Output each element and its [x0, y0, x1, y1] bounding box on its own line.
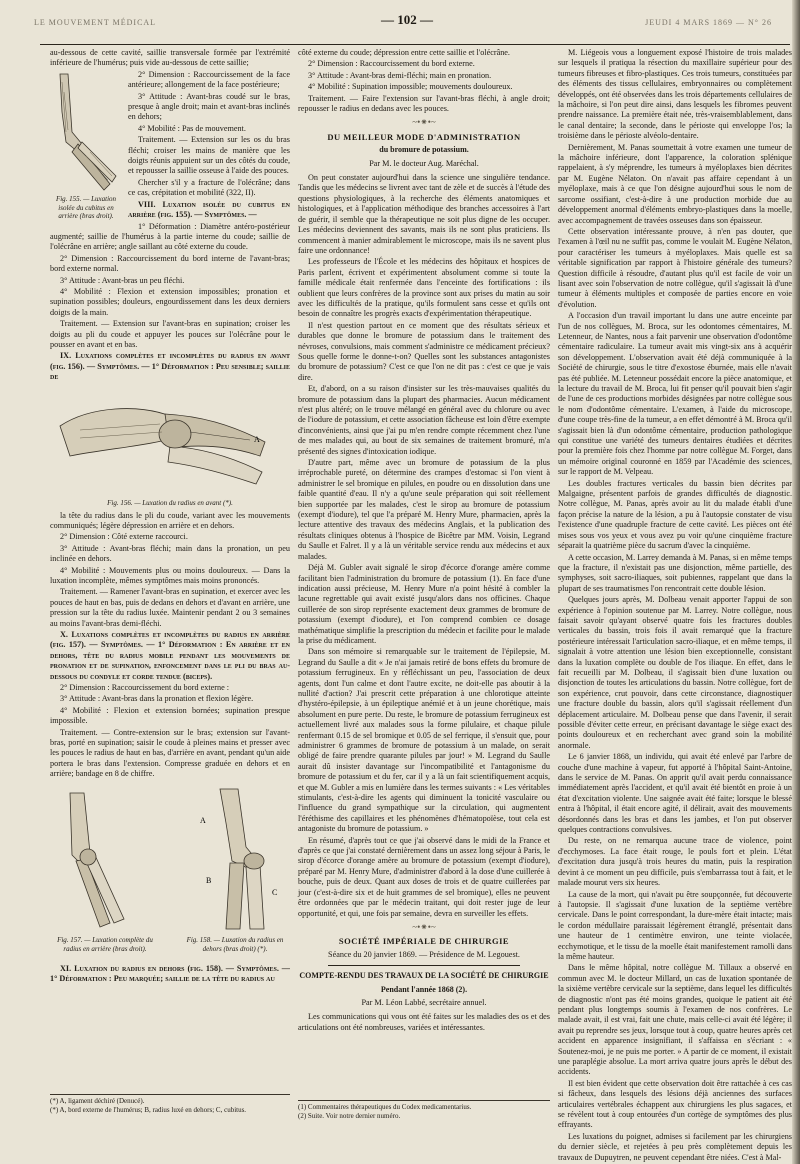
paragraph: Il n'est question partout en ce moment que des résultats sérieux et durables que donne le bromure de potassium dans le traitement des névroses, convulsions, mais comment s'administre ce médicament précieux? Sous quelle forme le donne-t-on? Quelles sont les substances antagonistes du bromure de potassium? C'est ce que l'on ne dit pas : c'est ce que je vais dire.: [298, 320, 550, 382]
radius-luxation-illustrations: [50, 783, 290, 933]
section-heading: XI. Luxation du radius en dehors (fig. 158). — Symptômes. — 1° Déformation : Peu marquée; saillie de la tête du radius au: [50, 963, 290, 984]
report-author: Par M. Léon Labbé, secrétaire annuel.: [361, 997, 487, 1007]
figure-155-caption: Fig. 155. — Luxation isolée du cubitus en arrière (bras droit).: [55, 195, 117, 221]
figure-158-label-b: B: [206, 875, 212, 885]
report-year: Pendant l'année 1868 (2).: [380, 984, 468, 994]
paragraph: 4° Mobilité : Pas de mouvement.: [138, 123, 246, 133]
page-number: — 102 —: [381, 12, 433, 27]
paragraph: 4° Mobilité : Flexion et extension bornées; supination presque impossible.: [50, 705, 290, 726]
figure-158-caption: Fig. 158. — Luxation du radius en dehors (bras droit) (*).: [186, 936, 284, 953]
society-session: Séance du 20 janvier 1869. — Présidence de M. Legouest.: [328, 949, 520, 959]
paragraph: M. Liégeois vous a longuement exposé l'histoire de trois malades sur lesquels il pratiqua la résection du maxillaire supérieur pour des tumeurs fibreuses et fibro-plastiques. Ces trois tumeurs, constituées par des éléments des tissus cellulaires, embryonnaires ou complètement développés, ont été observées dans les trois départements cellulaires de la mâchoire, si l'on peut dire ainsi, dans lesquels les fibromes peuvent prendre naissance. La première était née, très-vraisemblablement, dans le canal dentaire; la seconde, dans le périoste qui enveloppe l'os; la troisième dans le périoste alvéolo-dentaire.: [558, 48, 792, 141]
header-rule: [40, 44, 790, 45]
paragraph: Traitement. — Extension sur les os du bras fléchi; croiser les mains de manière que les doigts réunis appuient sur un des côtés du coude, et repousser la saillie osseuse à l'aide des pouces.: [128, 135, 290, 176]
paragraph: 2° Dimension : Raccourcissement du bord externe :: [60, 683, 230, 692]
paragraph: Traitement. — Ramener l'avant-bras en supination, et exercer avec les pouces de haut en bas, puis de dedans en dehors et d'avant en arrière, une pression sur la tête du radius luxée. Maintenir pendant 2 ou 3 semaines au moins l'avant-bras demi-fléchi.: [50, 587, 290, 628]
figures-157-158: [50, 783, 290, 961]
footnotes-middle: [298, 1100, 550, 1121]
figure-158-label-c: C: [272, 887, 278, 897]
paragraph: Quelques jours après, M. Dolbeau venait apporter l'appui de son expérience à l'opinion soutenue par M. Larrey. Notre collègue, nous faisait savoir qu'ayant observé quatre fois les fractures doubles verticales du bassin, trois fois il avait remarqué que la fracture postérieure intéressait l'articulation sacro-iliaque, et en même temps, il signalait à votre attention une lésion bien exceptionnelle, consistant dans la luxation complète ou double de l'os iliaque. En effet, dans le fait recueilli par M. Dolbeau, il s'agissait bien d'une luxation ou disjonction de toutes les articulations du bassin. Notre collègue, fort de son expérience, crut pouvoir, dans cette circonstance, diagnostiquer une fracture double du bassin, alors qu'il s'agissait réellement d'un déplacement articulaire. M. Dolbeau pense que dans l'avenir, il serait possible d'éviter cette erreur, en précisant davantage le siège exact des points douloureux et en recherchant avec grand soin la mobilité anormale.: [558, 595, 792, 750]
paragraph: Traitement. — Contre-extension sur le bras; extension sur l'avant-bras, porté en supination; saisir le coude à pleines mains et presser avec les pouces le radius de haut en bas, d'arrière en avant, pendant qu'un aide portera le bras dans l'extension. Compresse graduée en dehors et en arrière; bandage en 8 de chiffre.: [50, 727, 290, 779]
figure-157-caption: Fig. 157. — Luxation complète du radius en arrière (bras droit).: [57, 936, 153, 953]
paragraph: En résumé, d'après tout ce que j'ai observé dans le midi de la France et d'après ce que j'ai constaté dernièrement dans un assez long séjour à Paris, le sirop d'écorce d'orange amère au bromure de potassium (exempt d'iodure), préparé par M. Henry Mure, d'administrer d'abord à la dose d'une cuillerée à bouche, puis de deux. Quant aux doses de trois et de quatre cuillerées par jour (c'est-à-dire six et de huit grammes de sel bromique), elles ne peuvent être ordonnées que par le médecin traitant, qui doit rester juge de leur opportunité, et qui, une fois par semaine, devra en surveiller les effets.: [298, 835, 550, 918]
paragraph: Cette observation intéressante prouve, à n'en pas douter, que l'examen à l'œil nu ne suffit pas, comme le voulait M. Eugène Nélaton, pour caractériser les tumeurs à myéloplaxes. Mais quelle est sa véritable signification par rapport à l'histoire générale des tumeurs? Question difficile à résoudre, d'autant plus qu'il est facile de voir un lisant avec soin l'observation de notre collègue, qu'il s'agissait là d'une tumeur à éléments multiples et composée de parties encore en voie d'évolution.: [558, 226, 792, 309]
paragraph: 4° Mobilité : Flexion et extension impossibles; pronation et supination possibles; douleurs, engourdissement dans les deux derniers doigts de la main.: [50, 286, 290, 317]
figure-156: [50, 386, 290, 508]
paragraph: 3° Attitude : Avant-bras dans la pronation et flexion légère.: [60, 694, 254, 704]
paragraph: 3° Attitude : Avant-bras coudé sur le bras, presque à angle droit; main et avant-bras inclinés en dehors;: [128, 91, 290, 122]
paragraph: 1° Déformation : Diamètre antéro-postérieur augmenté; saillie de l'humérus à la partie interne du coude; saillie de l'olécrâne en arrière; angle saillant au côté externe du coude.: [50, 221, 290, 252]
article-title: DU MEILLEUR MODE D'ADMINISTRATION: [327, 131, 521, 142]
footnote: (2) Suite. Voir notre dernier numéro.: [298, 1112, 401, 1120]
ornament-divider: ~•⁕•~: [412, 117, 436, 128]
paragraph: Et, d'abord, on a su raison d'insister sur les très-mauvaises qualités du bromure de potassium dans la plupart des pharmacies. Aucun médicament n'est plus altéré; on le trouve mélangé en général avec du chlorure ou avec de l'iodure de potassium, et cette association fâcheuse est loin d'être exempte d'inconvénients, ainsi que j'ai pu m'en rendre compte récemment chez l'une de mes malades qui, au bout de six semaines de traitement bromuré, m'a présenté des signes d'intoxication iodique.: [298, 384, 550, 456]
column-middle: [298, 48, 550, 1118]
paragraph: Les doubles fractures verticales du bassin bien décrites par Malgaigne, présentent parfois de grandes difficultés de diagnostic. Notre collègue, M. Panas, après avoir au lit du malade établi d'une façon précise la nature de la lésion, a pu à l'autopsie constater de visu l'existence d'une quadruple fracture de cette cavité. Les pièces ont été mises sous vos yeux et vous avez pu voir qu'une cinquième fracture séparait la quatrième pièce du sacrum d'avec la cinquième.: [558, 478, 792, 551]
paragraph: au-dessous de cette cavité, saillie transversale formée par l'extrémité inférieure de l'humérus; puis vide au-dessous de cette saillie;: [50, 48, 290, 68]
paragraph: Dernièrement, M. Panas soumettait à votre examen une tumeur de la mâchoire inférieure, dont l'apparence, la coloration splénique rappelaient, à s'y méprendre, les tumeurs à myéloplaxes bien décrites par M. Eugène Nélaton. On n'avait pas affaire cependant à un myéloplaxe, mais à ce que l'on désigne aujourd'hui sous le nom de sarcome ossifiant, c'est-à-dire à une production morbide due au développement anormal d'éléments embryo-plastiques dans la moelle, avec accompagnement de travées osseuses dans son épaisseur.: [558, 142, 792, 225]
paragraph: Du reste, on ne remarqua aucune trace de violence, point d'ecchymoses. La face était rouge, le pouls fort et plein. L'état d'excitation dura jusqu'à trois heures du matin, puis la respiration devint à ce moment un peu difficile, puis s'embarrassa tout à fait, et le malade mourut vers six heures.: [558, 836, 792, 888]
footnote: (*) A, bord externe de l'humérus; B, radius luxé en dehors; C, cubitus.: [50, 1106, 247, 1114]
paragraph: Il est bien évident que cette observation doit être rattachée à ces cas si fâcheux, dans lesquels des lésions déjà anciennes des surfaces articulaires vertébrales échappent aux chirurgiens les plus sagaces, et se révèlent tout à coup entourées d'un cortège de symptômes des plus effrayants.: [558, 1078, 792, 1130]
header-right-fragment: JEUDI 4 MARS 1869 — N° 26: [645, 18, 772, 27]
paragraph: Déjà M. Gubler avait signalé le sirop d'écorce d'orange amère comme facilitant bien l'administration du bromure de potassium (1). En face d'une indication aussi précieuse, M. Henry Mure n'a point hésité à combler la lacune regrettable qui avait existé jusqu'alors dans nos officines. Chaque cuillerée de son sirop représente exactement deux grammes de bromure de potassium (exempt d'iodure), et l'on comprend combien ce dosage mathématique simplifie la prescription du médecin et facilite pour le malade la prise du médicament.: [298, 563, 550, 645]
paragraph: 4° Mobilité : Mouvements plus ou moins douloureux. — Dans la luxation incomplète, mêmes symptômes mais moins prononcés.: [50, 565, 290, 585]
figure-156-label-a: A: [254, 434, 260, 444]
society-title: SOCIÉTÉ IMPÉRIALE DE CHIRURGIE: [338, 936, 510, 947]
binding-edge: [792, 0, 800, 1164]
section-heading: IX. Luxations complètes et incomplètes du radius en avant (fig. 156). — Symptômes. — 1° Déformation : Peu sensible; saillie de: [50, 351, 290, 382]
paragraph: 3° Attitude : Avant-bras demi-fléchi; main en pronation.: [308, 70, 492, 80]
paragraph: On peut constater aujourd'hui dans la science une singulière tendance. Tandis que les médecins se livrent avec tant de zèle et de succès à l'étude des questions physiologiques, à la recherche des éléments anatomiques et histologiques, et à l'application méthodique des branches accessoires à l'art de guérir, il semble que la thérapeutique ne soit plus digne de les occuper. Les médecins deviennent des savants, mais ils ne sont plus praticiens. Ils commencent à manier admirablement le microscope, mais ils ne savent plus faire une ordonnance!: [298, 173, 550, 255]
paragraph: Dans son mémoire si remarquable sur le traitement de l'épilepsie, M. Legrand du Saulle a dit « Je n'ai jamais retiré de bons effets du bromure de potassium ferrugineux. En y réfléchissant un peu, l'association de deux agents, dont l'un calme et dont l'autre excite, ne doit-elle pas aboutir à la nullité d'action? J'ai prescrit cette préparation à une chlorotique atteinte d'hystéro-épilepsie, à un épileptique anémié et à un jeune chorétique, mais absolument en pure perte. Du reste, le bromure de potassium ferrugineux est actuellement livré aux malades sous la forme pilulaire, et chaque pilule renfermant 0.15 de sel bromique et 0.05 de sel ferrique, il s'ensuit que, pour administrer 6 grammes de bromure de potassium à un malade, on serait obligé de faire prendre quarante pilules par jour! » M. Legrand du Saulle aurait dû insister davantage sur l'incompatibilité et l'antagonisme du bromure de potassium et du fer, car il y a là un fait scientifiquement acquis, et que M. Gubler a mis en lumière dans les termes suivants : « Les véritables stimulants, c'est-à-dire les agents qui diminuent la tonicité vasculaire ou l'influence du grand sympathique sur la circulation, qui augmentent l'éréthisme des capillaires et les phénomènes d'hématopoïèse, tout cela est antagoniste du bromure de potassium. »: [298, 647, 550, 834]
ornament-divider: ~•⁕•~: [412, 921, 436, 932]
figure-155: [50, 72, 122, 221]
paragraph: Le 6 janvier 1868, un individu, qui avait été enlevé par l'arbre de couche d'une machine à vapeur, fut apporté à l'hôpital Saint-Antoine, dans le service de M. Panas. On apprit qu'il avait perdu connaissance immédiatement après l'accident, et qu'il avait été bientôt en proie à un état d'excitation violente. Une saignée avait été faite; lorsque le blessé entra à l'hôpital, il était encore agité, il délirait, avait des mouvements désordonnés dans les bras et dans les jambes, et l'on put observer quelques contractions convulsives.: [558, 752, 792, 835]
article-subtitle: du bromure de potassium.: [379, 145, 469, 155]
figure-158-label-a: A: [200, 815, 206, 825]
footnote: (*) A, ligament déchiré (Denucé).: [50, 1097, 145, 1105]
arm-bones-illustration: [50, 72, 122, 192]
column-right: [558, 48, 792, 1162]
header-left-fragment: LE MOUVEMENT MÉDICAL: [34, 18, 157, 27]
paragraph: 2° Dimension : Côté externe raccourci.: [60, 532, 188, 542]
column-left: [50, 48, 290, 1118]
paragraph: La cause de la mort, qui n'avait pu être soupçonnée, fut découverte à l'autopsie. Il s'agissait d'une luxation de la septième vertèbre cervicale. Dans le point correspondant, la dure-mère était intacte; mais le cordon médullaire paraissait légèrement étranglé, présentait dans une hauteur de 1 centimètre environ, une teinte violacée, ecchymotique, et le tissu de la moelle était manifestement ramolli dans la même hauteur.: [558, 889, 792, 961]
paragraph: A l'occasion d'un travail important lu dans une autre enceinte par l'un de nos collègues, M. Broca, sur les odontomes cémentaires, M. Letenneur, de Nantes, nous a fait parvenir une observation d'odontôme cémentaire radiculaire. La tumeur avait mis vingt-six ans à acquérir son développement. L'observation avait été déjà communiquée à la Société de chirurgie, sous le titre d'exostose éburnée, mais elle n'avait pas été publiée. M. Letenneur possédait encore la pièce anatomique, et la lecture du travail de M. Broca, lui fit penser qu'il pouvait bien s'agir de l'une de ces productions morbides désignées par notre collègue sous le nom d'odontôme cémentaire. L'examen, à l'aide du microscope, d'une coupe très-fine de la tumeur, a en effet démontré à M. Broca qu'il s'agissait bien là d'un odontôme cémentaire, production pathologique qui constitue une variété des tumeurs dentaires étudiées et décrites pour la première fois chez l'homme par notre collègue M. Forget, dans un mémoire original couronné en 1859 par l'Académie des sciences, sur le rapport de M. Velpeau.: [558, 311, 792, 477]
paragraph: Les communications qui vous ont été faites sur les maladies des os et des articulations ont été nombreuses, variées et intéressantes.: [298, 1012, 550, 1032]
footnotes-left: [50, 1094, 290, 1115]
article-author: Par M. le docteur Aug. Maréchal.: [369, 158, 479, 168]
paragraph: 3° Attitude : Avant-bras fléchi; main dans la pronation, un peu inclinée en dehors.: [50, 543, 290, 564]
paragraph: la tête du radius dans le pli du coude, variant avec les mouvements communiqués; légère dépression en arrière et en dehors.: [50, 510, 290, 530]
footnote: (1) Commentaires thérapeutiques du Codex medicamentarius.: [298, 1103, 472, 1111]
page-header: [22, 8, 792, 36]
paragraph: Les professeurs de l'École et les médecins des hôpitaux et hospices de Paris parlent, écrivent et expérimentent absolument comme si toute la famille médicale était renfermée dans l'enceinte des fortifications : ils oublient que leurs confrères de la province sont aux prises du matin au soir avec les difficultés de la pratique, qu'ils formulent sans cesse et qu'ils ont besoin de connaître les progrès exacts d'expérimentation thérapeutique.: [298, 257, 550, 319]
paragraph: 4° Mobilité : Supination impossible; mouvements douloureux.: [308, 82, 513, 92]
elbow-joint-illustration: [50, 386, 290, 496]
section-heading: X. Luxations complètes et incomplètes du radius en arrière (fig. 157). — Symptômes. — 1° Déformation : En arrière et en dehors, tête du radius mobile pendant les mouvements de pronation et de supination, enfoncement dans le pli du bras au-dessous du condyle et corde tendue (biceps).: [50, 629, 290, 681]
paragraph: 2° Dimension : Raccourcissement du bord interne de l'avant-bras; bord externe normal.: [50, 253, 290, 274]
paragraph: Les luxations du poignet, admises si facilement par les chirurgiens du dernier siècle, et rejetées à peu près complètement depuis les travaux de Dupuytren, ne peuvent cependant être niées. C'est à Mal-: [558, 1131, 792, 1162]
paragraph: Traitement. — Faire l'extension sur l'avant-bras fléchi, à angle droit; repousser le radius en dedans avec les pouces.: [298, 93, 550, 114]
paragraph: 3° Attitude : Avant-bras un peu fléchi.: [60, 275, 185, 285]
paragraph: 2° Dimension : Raccourcissement de la face antérieure; allongement de la face postérieure;: [128, 69, 290, 90]
paragraph: 2° Dimension : Raccourcissement du bord externe.: [308, 59, 475, 69]
paragraph: A cette occasion, M. Larrey demanda à M. Panas, si en même temps que la fracture, il n'existait pas une disjonction, même partielle, des symphyses, soit sacro-iliaques, soit pubiennes, rappelant que dans la plupart de ses traumatismes l'on rencontrait cette double lésion.: [558, 552, 792, 593]
paragraph: Chercher s'il y a fracture de l'olécrâne; dans ce cas, crépitation et mobilité (322, II).: [128, 177, 290, 198]
report-title: COMPTE-RENDU DES TRAVAUX DE LA SOCIÉTÉ DE CHIRURGIE: [299, 971, 549, 981]
divider: [328, 965, 520, 966]
section-heading: VIII. Luxation isolée du cubitus en arrière (fig. 155). — Symptômes. —: [128, 199, 290, 220]
paragraph: Traitement. — Extension sur l'avant-bras en supination; croiser les doigts au pli du coude et appuyer les pouces sur l'olécrâne pour le pousser en avant et en bas.: [50, 319, 290, 349]
paragraph: côté externe du coude; dépression entre cette saillie et l'olécrâne.: [298, 48, 510, 57]
figure-156-caption: Fig. 156. — Luxation du radius en avant (*).: [107, 499, 233, 507]
paragraph: D'autre part, même avec un bromure de potassium de la plus irréprochable pureté, on détermine des crampes d'estomac si l'on vient à administrer le sel bromique en pilules, en poudre ou en dissolution dans une faible quantité d'eau. Il n'y a qu'une seule préparation qui soit réellement bien supportée par les malades, c'est le sirop au bromure de potassium (exempt d'iodure), tel que l'a préparé M. Henry Mure, pharmacien, après la lecture attentive des travaux des médecins Anglais, et la publication des résultats cliniques obtenus à l'hospice de Bicêtre par MM. Voisin, Legrand du Saulle et Falret. Il y a là un véritable service rendu aux médecins et aux malades.: [298, 458, 550, 561]
paragraph: Dans le même hôpital, notre collègue M. Tillaux a observé en commun avec M. le docteur Millard, un cas de luxation spontanée de la sixième vertèbre cervicale sur la septième, dans lequel les difficultés de diagnostic n'ont pas été moins grandes, quoique le patient ait été pendant plus longtemps soumis à l'examen de nos confrères. Le malade avait, il est vrai, fait une chute, mais celle-ci avait été légère; il avait pu reprendre ses jeux, lorsque tout à coup, quatre heures après cet accident en apparence insignifiant, il s'affaissa en s'écriant : « Soutenez-moi, je ne puis me porter. » A partir de ce moment, il existait une paraplégie absolue. La mort arriva quatre jours après le début des accidents.: [558, 963, 792, 1077]
